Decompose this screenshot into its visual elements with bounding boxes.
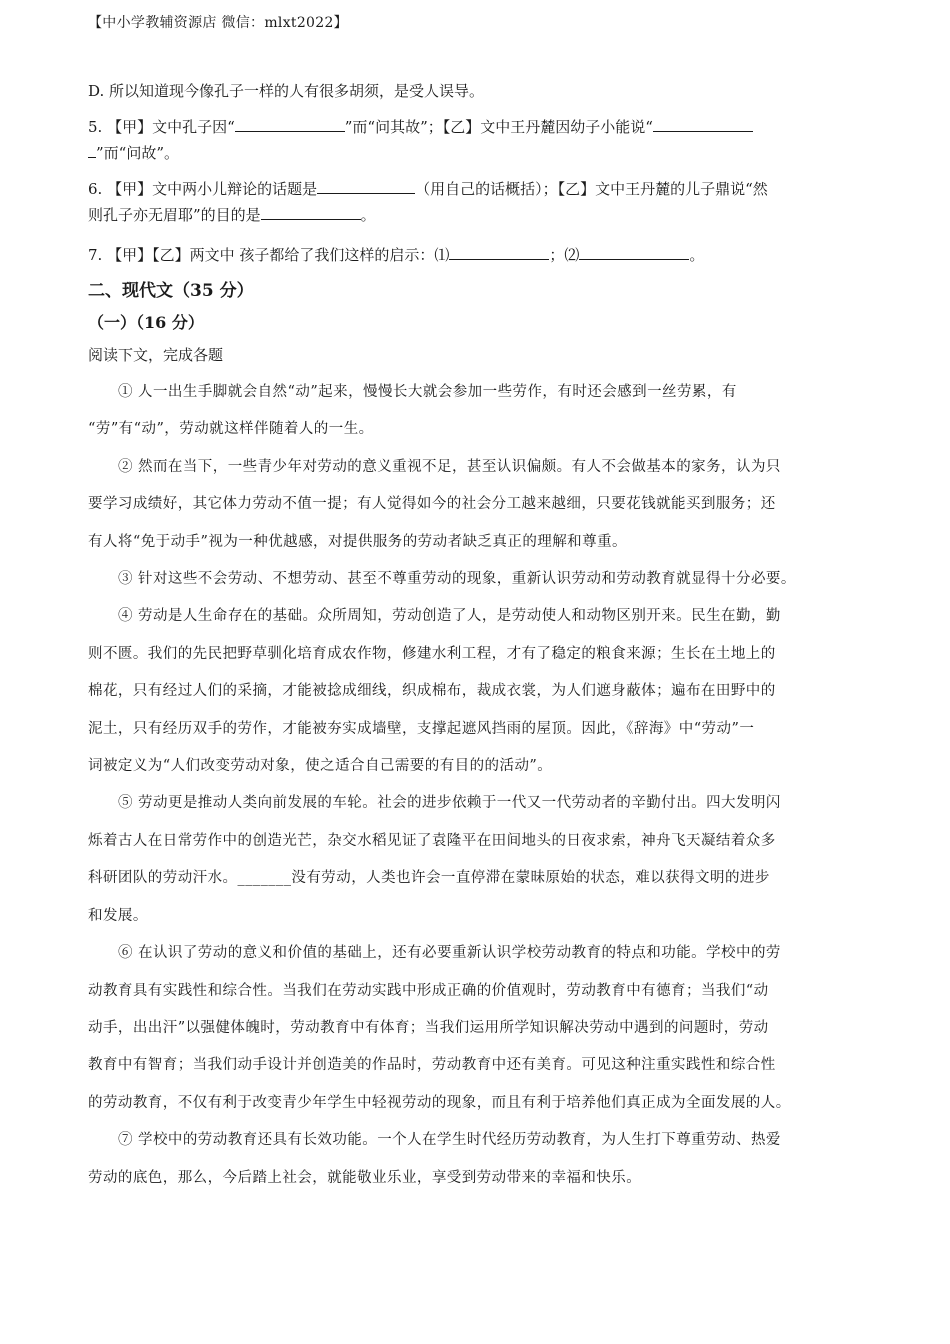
- passage-line: 教育中有智育；当我们动手设计并创造美的作品时，劳动教育中还有美育。可见这种注重实践性和综合性: [88, 1057, 776, 1074]
- passage-line: 词被定义为“人们改变劳动对象，使之适合自己需要的有目的的活动”。: [88, 758, 553, 775]
- passage-line: 棉花，只有经过人们的采摘，才能被捻成细线，织成棉布，裁成衣裳，为人们遮身蔽体；遍布在田野中的: [88, 683, 776, 700]
- q6-text-c: 则孔子亦无眉耶”的目的是: [88, 206, 261, 224]
- passage-line: ③ 针对这些不会劳动、不想劳动、甚至不尊重劳动的现象，重新认识劳动和劳动教育就显得十分必要。: [118, 571, 796, 588]
- passage-line: ⑦ 学校中的劳动教育还具有长效功能。一个人在学生时代经历劳动教育，为人生打下尊重劳动、热爱: [118, 1132, 781, 1149]
- passage-line: 和发展。: [88, 907, 148, 924]
- passage-paragraph: [88, 561, 863, 598]
- passage-line: “劳”有“动”，劳动就这样伴随着人的一生。: [88, 421, 374, 438]
- answer-blank[interactable]: [261, 203, 361, 220]
- option-d-text: D. 所以知道现今像孔子一样的人有很多胡须，是受人误导。: [88, 82, 485, 100]
- answer-blank[interactable]: [449, 243, 549, 260]
- reading-instruction: 阅读下文，完成各题: [88, 346, 224, 364]
- passage-line: 动教育具有实践性和综合性。当我们在劳动实践中形成正确的价值观时，劳动教育中有德育；当我们“动: [88, 982, 769, 999]
- passage-line: ① 人一出生手脚就会自然“动”起来，慢慢长大就会参加一些劳作，有时还会感到一丝劳累，有: [118, 384, 737, 400]
- passage-line: 的劳动教育，不仅有利于改变青少年学生中轻视劳动的现象，而且有利于培养他们真正成为全面发展的人。: [88, 1094, 791, 1111]
- passage-line: ④ 劳动是人生命存在的基础。众所周知，劳动创造了人，是劳动使人和动物区别开来。民生在勤，勤: [118, 608, 781, 625]
- answer-blank[interactable]: [88, 141, 96, 158]
- passage-line: 有人将“免于动手”视为一种优越感，对提供服务的劳动者缺乏真正的理解和尊重。: [88, 533, 627, 550]
- passage-paragraph: [88, 935, 863, 1122]
- answer-blank[interactable]: [317, 177, 415, 194]
- passage-line: 动手，出出汗”以强健体魄时，劳动教育中有体育；当我们运用所学知识解决劳动中遇到的问题时，劳动: [88, 1019, 769, 1036]
- q6-text-b: （用自己的话概括）；【乙】文中王丹麓的儿子鼎说“然: [415, 180, 768, 198]
- answer-blank[interactable]: [579, 243, 689, 260]
- passage-line: 科研团队的劳动汗水。_______没有劳动，人类也许会一直停滞在蒙昧原始的状态，难以获得文明的进步: [88, 870, 770, 887]
- q5-text-c: ”而“问故”。: [96, 144, 180, 162]
- passage-paragraph: [88, 785, 863, 935]
- document-body: [88, 78, 863, 1197]
- passage-paragraph: [88, 374, 863, 449]
- q7-text-c: 。: [689, 246, 705, 264]
- q7-text-b: ；⑵: [549, 246, 580, 264]
- q5-text-b: ”而“问其故”；【乙】文中王丹麓因幼子小能说“: [344, 118, 653, 136]
- answer-blank[interactable]: [235, 115, 345, 132]
- answer-blank[interactable]: [653, 115, 753, 132]
- page-header: 【中小学教辅资源店 微信：mlxt2022】: [88, 15, 348, 31]
- reading-passage: [88, 374, 863, 1197]
- q5-text-a: 5. 【甲】文中孔子因“: [88, 118, 235, 136]
- passage-line: 劳动的底色，那么，今后踏上社会，就能敬业乐业，享受到劳动带来的幸福和快乐。: [88, 1169, 642, 1186]
- passage-line: 烁着古人在日常劳作中的创造光芒，杂交水稻见证了袁隆平在田间地头的日夜求索，神舟飞天凝结着众多: [88, 832, 776, 849]
- passage-paragraph: [88, 449, 863, 561]
- section-subtitle: （一）（16 分）: [88, 313, 204, 332]
- passage-paragraph: [88, 598, 863, 785]
- passage-line: ⑤ 劳动更是推动人类向前发展的车轮。社会的进步依赖于一代又一代劳动者的辛勤付出。四大发明闪: [118, 795, 781, 812]
- q7-text-a: 7. 【甲】【乙】两文中 孩子都给了我们这样的启示：⑴: [88, 246, 450, 264]
- passage-line: ⑥ 在认识了劳动的意义和价值的基础上，还有必要重新认识学校劳动教育的特点和功能。学校中的劳: [118, 945, 781, 962]
- passage-line: 则不匮。我们的先民把野草驯化培育成农作物，修建水利工程，才有了稳定的粮食来源；生长在土地上的: [88, 645, 776, 662]
- question-7: [88, 242, 863, 268]
- option-d: [88, 78, 863, 104]
- q6-text-a: 6. 【甲】文中两小儿辩论的话题是: [88, 180, 318, 198]
- passage-paragraph: [88, 1122, 863, 1197]
- question-5: [88, 114, 863, 166]
- passage-line: 泥土，只有经历双手的劳作，才能被夯实成墙壁，支撑起遮风挡雨的屋顶。因此，《辞海》中“劳动”一: [88, 720, 755, 737]
- passage-line: ② 然而在当下，一些青少年对劳动的意义重视不足，甚至认识偏颇。有人不会做基本的家务，认为只: [118, 458, 781, 475]
- section-title: 二、现代文（35 分）: [88, 281, 254, 301]
- question-6: [88, 176, 863, 228]
- passage-line: 要学习成绩好，其它体力劳动不值一提；有人觉得如今的社会分工越来越细，只要花钱就能买到服务；还: [88, 496, 776, 513]
- q6-text-d: 。: [360, 206, 376, 224]
